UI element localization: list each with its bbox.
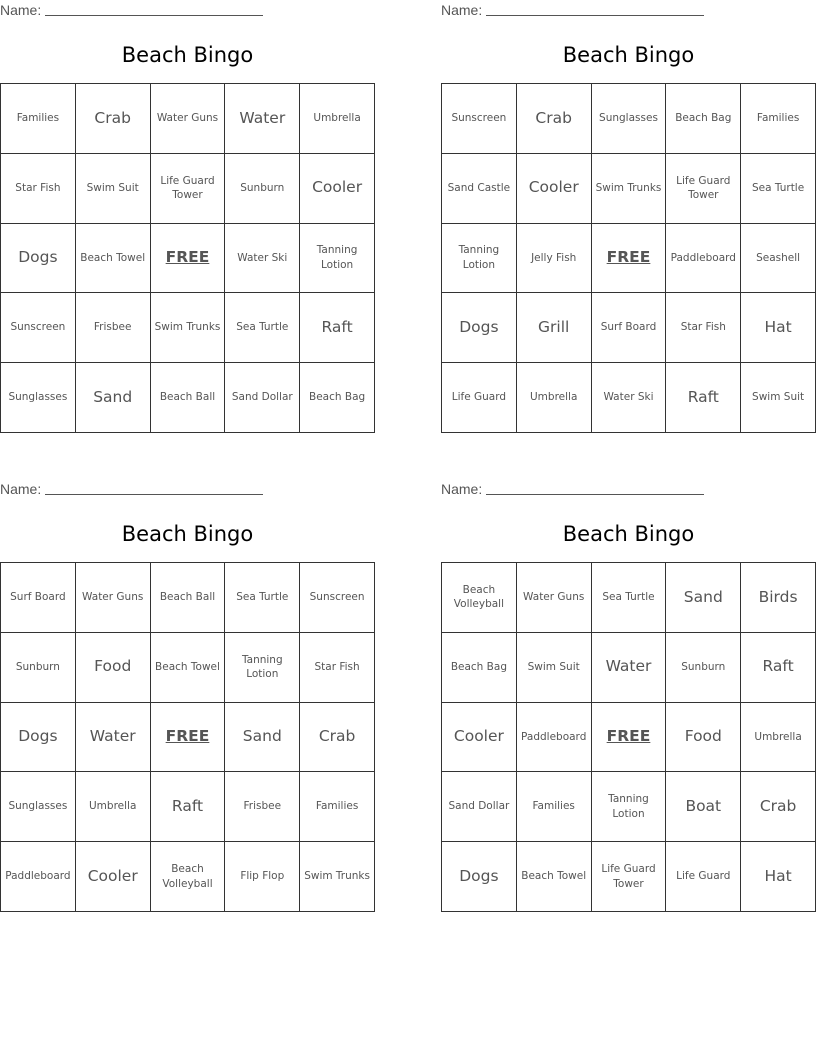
bingo-square[interactable]: Food bbox=[666, 703, 741, 773]
bingo-square[interactable]: Water Ski bbox=[592, 363, 667, 433]
card-title: Beach Bingo bbox=[121, 43, 254, 67]
bingo-square[interactable]: Beach Towel bbox=[76, 224, 151, 294]
bingo-square[interactable]: Dogs bbox=[442, 842, 517, 912]
bingo-square[interactable]: Crab bbox=[517, 84, 592, 154]
bingo-card-3 bbox=[0, 479, 375, 913]
bingo-square[interactable]: Paddleboard bbox=[1, 842, 76, 912]
bingo-square[interactable]: Swim Trunks bbox=[151, 293, 226, 363]
bingo-square[interactable]: Food bbox=[76, 633, 151, 703]
name-label: Name: bbox=[0, 481, 42, 497]
bingo-square[interactable]: Families bbox=[300, 772, 375, 842]
bingo-square[interactable]: Beach Towel bbox=[517, 842, 592, 912]
bingo-square[interactable]: Hat bbox=[741, 842, 816, 912]
name-field[interactable] bbox=[441, 2, 704, 20]
bingo-square[interactable]: Cooler bbox=[517, 154, 592, 224]
bingo-square[interactable]: Swim Suit bbox=[741, 363, 816, 433]
bingo-square[interactable]: Dogs bbox=[1, 224, 76, 294]
bingo-square[interactable]: Cooler bbox=[442, 703, 517, 773]
bingo-square[interactable]: Umbrella bbox=[741, 703, 816, 773]
bingo-square[interactable]: Water Guns bbox=[151, 84, 226, 154]
bingo-square[interactable]: Sunscreen bbox=[1, 293, 76, 363]
bingo-square[interactable]: Sunburn bbox=[666, 633, 741, 703]
bingo-square[interactable]: Sand Dollar bbox=[225, 363, 300, 433]
bingo-square[interactable]: Dogs bbox=[442, 293, 517, 363]
bingo-square[interactable]: Grill bbox=[517, 293, 592, 363]
bingo-square[interactable]: Sunglasses bbox=[1, 363, 76, 433]
bingo-square[interactable]: Dogs bbox=[1, 703, 76, 773]
bingo-square[interactable]: Paddleboard bbox=[517, 703, 592, 773]
bingo-square[interactable]: Life Guard bbox=[442, 363, 517, 433]
bingo-square[interactable]: Beach Bag bbox=[666, 84, 741, 154]
bingo-square[interactable]: Sand Castle bbox=[442, 154, 517, 224]
bingo-square[interactable]: Swim Trunks bbox=[300, 842, 375, 912]
name-field[interactable] bbox=[0, 2, 263, 20]
bingo-square[interactable]: Beach Ball bbox=[151, 363, 226, 433]
bingo-square[interactable]: Beach Bag bbox=[442, 633, 517, 703]
bingo-grid bbox=[0, 562, 375, 912]
name-line[interactable] bbox=[45, 481, 263, 495]
bingo-grid bbox=[441, 562, 816, 912]
bingo-square[interactable]: Life Guard Tower bbox=[592, 842, 667, 912]
bingo-square[interactable]: Crab bbox=[300, 703, 375, 773]
bingo-square[interactable]: Frisbee bbox=[76, 293, 151, 363]
bingo-square[interactable]: Sunburn bbox=[225, 154, 300, 224]
bingo-square[interactable]: Life Guard Tower bbox=[666, 154, 741, 224]
bingo-square[interactable]: Sea Turtle bbox=[225, 563, 300, 633]
card-title: Beach Bingo bbox=[121, 522, 254, 546]
bingo-square[interactable]: Frisbee bbox=[225, 772, 300, 842]
name-label: Name: bbox=[0, 2, 42, 18]
bingo-square[interactable]: Beach Towel bbox=[151, 633, 226, 703]
bingo-free-square[interactable]: FREE bbox=[151, 703, 226, 773]
bingo-square[interactable]: Sand bbox=[76, 363, 151, 433]
bingo-square[interactable]: Sand bbox=[666, 563, 741, 633]
bingo-square[interactable]: Tanning Lotion bbox=[225, 633, 300, 703]
bingo-card-2 bbox=[441, 0, 816, 434]
bingo-square[interactable]: Crab bbox=[76, 84, 151, 154]
bingo-square[interactable]: Beach Bag bbox=[300, 363, 375, 433]
bingo-square[interactable]: Sunglasses bbox=[592, 84, 667, 154]
bingo-card-4 bbox=[441, 479, 816, 913]
bingo-square[interactable]: Raft bbox=[151, 772, 226, 842]
bingo-square[interactable]: Tanning Lotion bbox=[592, 772, 667, 842]
bingo-square[interactable]: Families bbox=[517, 772, 592, 842]
bingo-square[interactable]: Families bbox=[741, 84, 816, 154]
bingo-square[interactable]: Beach Ball bbox=[151, 563, 226, 633]
bingo-square[interactable]: Raft bbox=[741, 633, 816, 703]
bingo-square[interactable]: Water bbox=[76, 703, 151, 773]
bingo-square[interactable]: Cooler bbox=[76, 842, 151, 912]
bingo-free-square[interactable]: FREE bbox=[592, 703, 667, 773]
name-label: Name: bbox=[441, 2, 483, 18]
bingo-square[interactable]: Sand bbox=[225, 703, 300, 773]
name-line[interactable] bbox=[45, 2, 263, 16]
bingo-square[interactable]: Crab bbox=[741, 772, 816, 842]
bingo-square[interactable]: Star Fish bbox=[300, 633, 375, 703]
bingo-grid bbox=[441, 83, 816, 433]
bingo-square[interactable]: Jelly Fish bbox=[517, 224, 592, 294]
bingo-square[interactable]: Sunscreen bbox=[300, 563, 375, 633]
bingo-square[interactable]: Water Guns bbox=[76, 563, 151, 633]
bingo-square[interactable]: Star Fish bbox=[1, 154, 76, 224]
bingo-square[interactable]: Umbrella bbox=[76, 772, 151, 842]
bingo-square[interactable]: Swim Suit bbox=[517, 633, 592, 703]
bingo-square[interactable]: Tanning Lotion bbox=[442, 224, 517, 294]
bingo-square[interactable]: Sunburn bbox=[1, 633, 76, 703]
bingo-square[interactable]: Water Guns bbox=[517, 563, 592, 633]
card-title: Beach Bingo bbox=[562, 522, 695, 546]
bingo-square[interactable]: Water Ski bbox=[225, 224, 300, 294]
bingo-square[interactable]: Hat bbox=[741, 293, 816, 363]
name-label: Name: bbox=[441, 481, 483, 497]
bingo-square[interactable]: Tanning Lotion bbox=[300, 224, 375, 294]
bingo-square[interactable]: Umbrella bbox=[517, 363, 592, 433]
bingo-square[interactable]: Swim Trunks bbox=[592, 154, 667, 224]
bingo-square[interactable]: Beach Volleyball bbox=[442, 563, 517, 633]
bingo-square[interactable]: Beach Volleyball bbox=[151, 842, 226, 912]
bingo-square[interactable]: Star Fish bbox=[666, 293, 741, 363]
bingo-square[interactable]: Sea Turtle bbox=[225, 293, 300, 363]
bingo-square[interactable]: Raft bbox=[666, 363, 741, 433]
bingo-square[interactable]: Families bbox=[1, 84, 76, 154]
bingo-square[interactable]: Sunglasses bbox=[1, 772, 76, 842]
bingo-square[interactable]: Surf Board bbox=[1, 563, 76, 633]
bingo-square[interactable]: Seashell bbox=[741, 224, 816, 294]
bingo-square[interactable]: Water bbox=[225, 84, 300, 154]
bingo-square[interactable]: Sunscreen bbox=[442, 84, 517, 154]
bingo-square[interactable]: Birds bbox=[741, 563, 816, 633]
bingo-square[interactable]: Raft bbox=[300, 293, 375, 363]
bingo-square[interactable]: Life Guard bbox=[666, 842, 741, 912]
name-line[interactable] bbox=[486, 2, 704, 16]
bingo-square[interactable]: Life Guard Tower bbox=[151, 154, 226, 224]
name-field[interactable] bbox=[0, 481, 263, 499]
name-field[interactable] bbox=[441, 481, 704, 499]
bingo-square[interactable]: Boat bbox=[666, 772, 741, 842]
bingo-square[interactable]: Umbrella bbox=[300, 84, 375, 154]
bingo-square[interactable]: Water bbox=[592, 633, 667, 703]
bingo-square[interactable]: Sea Turtle bbox=[741, 154, 816, 224]
bingo-square[interactable]: Surf Board bbox=[592, 293, 667, 363]
bingo-free-square[interactable]: FREE bbox=[151, 224, 226, 294]
bingo-square[interactable]: Sand Dollar bbox=[442, 772, 517, 842]
bingo-square[interactable]: Cooler bbox=[300, 154, 375, 224]
bingo-card-1 bbox=[0, 0, 375, 434]
bingo-square[interactable]: Swim Suit bbox=[76, 154, 151, 224]
bingo-square[interactable]: Paddleboard bbox=[666, 224, 741, 294]
bingo-square[interactable]: Sea Turtle bbox=[592, 563, 667, 633]
name-line[interactable] bbox=[486, 481, 704, 495]
bingo-square[interactable]: Flip Flop bbox=[225, 842, 300, 912]
card-title: Beach Bingo bbox=[562, 43, 695, 67]
bingo-free-square[interactable]: FREE bbox=[592, 224, 667, 294]
bingo-grid bbox=[0, 83, 375, 433]
